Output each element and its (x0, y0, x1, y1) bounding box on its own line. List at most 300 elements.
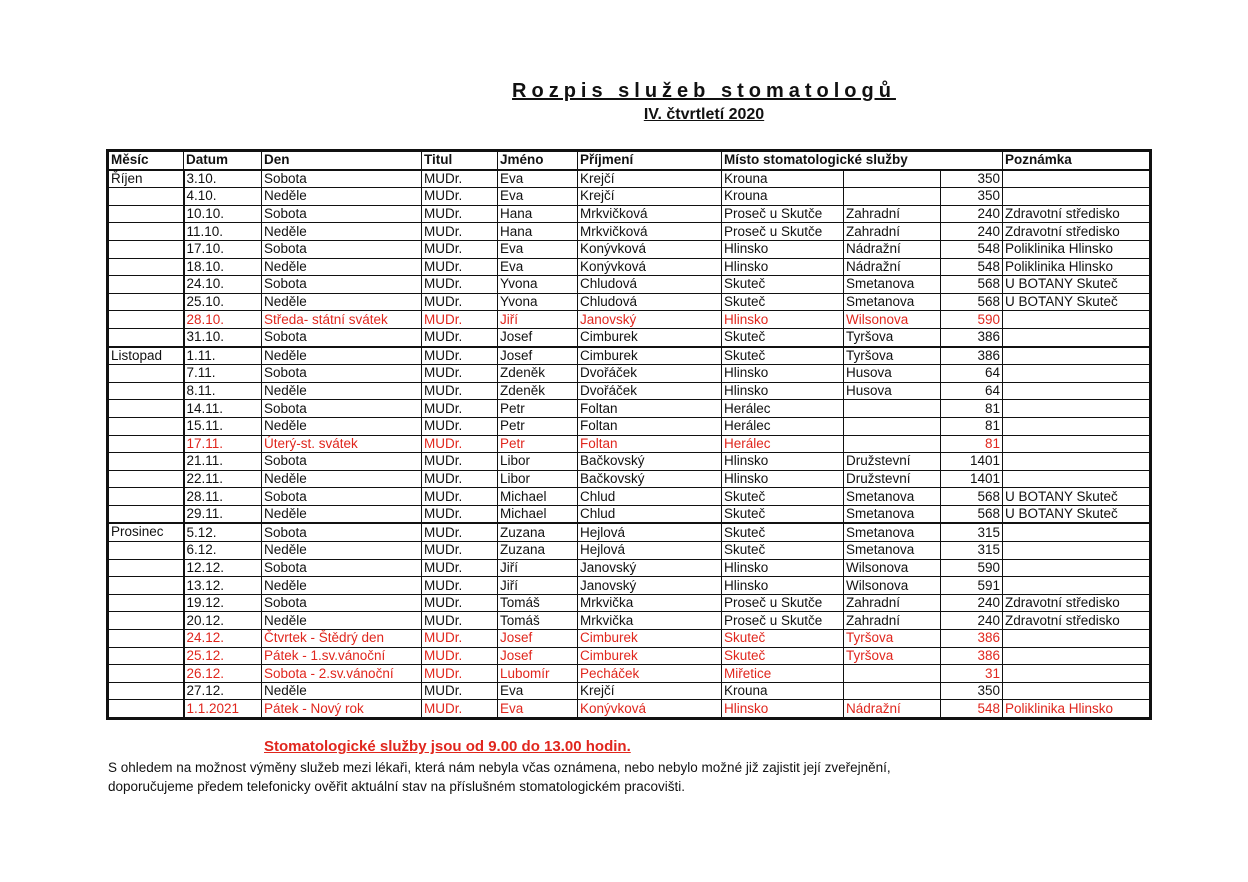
table-row (108, 542, 1151, 560)
month-cell (108, 594, 184, 612)
title-cell: MUDr. (422, 559, 498, 577)
street-cell: Smetanova (844, 505, 941, 523)
note-cell (1003, 523, 1151, 541)
day-cell: Čtvrtek - Štědrý den (262, 630, 422, 648)
title-cell: MUDr. (422, 311, 498, 329)
day-cell: Neděle (262, 258, 422, 276)
date-cell: 12.12. (184, 559, 262, 577)
street-cell: Nádražní (844, 700, 941, 719)
disclaimer-line: doporučujeme předem telefonicky ověřit aktuální stav na příslušném stomatologickém pracovišti. (108, 779, 686, 794)
title-cell: MUDr. (422, 293, 498, 311)
firstname-cell: Josef (498, 630, 578, 648)
month-cell (108, 577, 184, 595)
place-cell: Skuteč (722, 488, 844, 506)
date-cell: 1.1.2021 (184, 700, 262, 719)
place-cell: Skuteč (722, 647, 844, 665)
note-cell (1003, 382, 1151, 400)
day-cell: Neděle (262, 223, 422, 241)
day-cell: Sobota (262, 488, 422, 506)
month-cell (108, 240, 184, 258)
firstname-cell: Tomáš (498, 594, 578, 612)
date-cell: 17.10. (184, 240, 262, 258)
surname-cell: Chlud (578, 505, 722, 523)
table-row (108, 258, 1151, 276)
table-row (108, 417, 1151, 435)
place-cell: Skuteč (722, 328, 844, 346)
surname-cell: Dvořáček (578, 382, 722, 400)
street-cell (844, 665, 941, 683)
firstname-cell: Zuzana (498, 523, 578, 541)
month-cell: Prosinec (108, 523, 184, 541)
table-row (108, 559, 1151, 577)
place-cell: Proseč u Skutče (722, 594, 844, 612)
note-cell (1003, 417, 1151, 435)
day-cell: Sobota (262, 594, 422, 612)
col-header-jmeno: Jméno (498, 151, 578, 170)
firstname-cell: Eva (498, 240, 578, 258)
place-cell: Krouna (722, 170, 844, 188)
number-cell: 64 (941, 365, 1003, 383)
title-cell: MUDr. (422, 382, 498, 400)
place-cell: Hlinsko (722, 365, 844, 383)
date-cell: 25.12. (184, 647, 262, 665)
day-cell: Sobota - 2.sv.vánoční (262, 665, 422, 683)
date-cell: 24.12. (184, 630, 262, 648)
month-cell (108, 382, 184, 400)
number-cell: 81 (941, 435, 1003, 453)
number-cell: 240 (941, 205, 1003, 223)
day-cell: Sobota (262, 205, 422, 223)
number-cell: 350 (941, 188, 1003, 206)
title-cell: MUDr. (422, 365, 498, 383)
note-cell: Zdravotní středisko (1003, 612, 1151, 630)
title-cell: MUDr. (422, 188, 498, 206)
surname-cell: Chludová (578, 276, 722, 294)
month-cell: Listopad (108, 347, 184, 365)
title-cell: MUDr. (422, 328, 498, 346)
month-cell (108, 505, 184, 523)
day-cell: Středa- státní svátek (262, 311, 422, 329)
surname-cell: Janovský (578, 559, 722, 577)
note-cell: Poliklinika Hlinsko (1003, 258, 1151, 276)
day-cell: Sobota (262, 328, 422, 346)
day-cell: Neděle (262, 382, 422, 400)
month-cell (108, 205, 184, 223)
title-cell: MUDr. (422, 223, 498, 241)
note-cell (1003, 559, 1151, 577)
street-cell (844, 435, 941, 453)
month-cell (108, 470, 184, 488)
table-row (108, 365, 1151, 383)
surname-cell: Konývková (578, 258, 722, 276)
street-cell (844, 682, 941, 700)
place-cell: Hlinsko (722, 559, 844, 577)
street-cell: Husova (844, 382, 941, 400)
note-cell: U BOTANY Skuteč (1003, 488, 1151, 506)
day-cell: Pátek - 1.sv.vánoční (262, 647, 422, 665)
month-cell (108, 293, 184, 311)
street-cell: Zahradní (844, 612, 941, 630)
day-cell: Sobota (262, 400, 422, 418)
date-cell: 11.10. (184, 223, 262, 241)
number-cell: 386 (941, 630, 1003, 648)
firstname-cell: Jiří (498, 577, 578, 595)
place-cell: Herálec (722, 400, 844, 418)
table-row (108, 665, 1151, 683)
number-cell: 568 (941, 293, 1003, 311)
table-row (108, 523, 1151, 541)
month-cell (108, 417, 184, 435)
note-cell (1003, 188, 1151, 206)
date-cell: 10.10. (184, 205, 262, 223)
table-row (108, 577, 1151, 595)
col-header-poznamka: Poznámka (1003, 151, 1151, 170)
title-cell: MUDr. (422, 417, 498, 435)
number-cell: 548 (941, 700, 1003, 719)
street-cell: Husova (844, 365, 941, 383)
day-cell: Sobota (262, 365, 422, 383)
street-cell (844, 170, 941, 188)
month-cell (108, 542, 184, 560)
place-cell: Proseč u Skutče (722, 612, 844, 630)
note-cell (1003, 311, 1151, 329)
table-row (108, 188, 1151, 206)
firstname-cell: Josef (498, 347, 578, 365)
title-cell: MUDr. (422, 523, 498, 541)
place-cell: Skuteč (722, 542, 844, 560)
day-cell: Sobota (262, 170, 422, 188)
day-cell: Sobota (262, 523, 422, 541)
number-cell: 590 (941, 559, 1003, 577)
table-row (108, 328, 1151, 346)
date-cell: 6.12. (184, 542, 262, 560)
surname-cell: Chludová (578, 293, 722, 311)
date-cell: 24.10. (184, 276, 262, 294)
firstname-cell: Josef (498, 647, 578, 665)
month-cell (108, 188, 184, 206)
month-cell (108, 258, 184, 276)
col-header-datum: Datum (184, 151, 262, 170)
note-cell (1003, 400, 1151, 418)
place-cell: Skuteč (722, 276, 844, 294)
surname-cell: Cimburek (578, 630, 722, 648)
title-cell: MUDr. (422, 682, 498, 700)
firstname-cell: Hana (498, 223, 578, 241)
street-cell (844, 417, 941, 435)
note-cell (1003, 630, 1151, 648)
street-cell: Wilsonova (844, 559, 941, 577)
month-cell (108, 559, 184, 577)
place-cell: Hlinsko (722, 240, 844, 258)
month-cell (108, 311, 184, 329)
street-cell: Wilsonova (844, 311, 941, 329)
day-cell: Neděle (262, 542, 422, 560)
date-cell: 1.11. (184, 347, 262, 365)
surname-cell: Krejčí (578, 170, 722, 188)
date-cell: 19.12. (184, 594, 262, 612)
place-cell: Krouna (722, 682, 844, 700)
title-cell: MUDr. (422, 647, 498, 665)
table-row (108, 594, 1151, 612)
note-cell: Zdravotní středisko (1003, 205, 1151, 223)
place-cell: Hlinsko (722, 453, 844, 471)
date-cell: 29.11. (184, 505, 262, 523)
place-cell: Skuteč (722, 293, 844, 311)
number-cell: 350 (941, 682, 1003, 700)
month-cell (108, 453, 184, 471)
date-cell: 22.11. (184, 470, 262, 488)
number-cell: 386 (941, 328, 1003, 346)
title-cell: MUDr. (422, 612, 498, 630)
table-row (108, 470, 1151, 488)
place-cell: Krouna (722, 188, 844, 206)
surname-cell: Bačkovský (578, 470, 722, 488)
number-cell: 590 (941, 311, 1003, 329)
surname-cell: Foltan (578, 400, 722, 418)
firstname-cell: Zdeněk (498, 382, 578, 400)
date-cell: 4.10. (184, 188, 262, 206)
day-cell: Sobota (262, 559, 422, 577)
table-row (108, 400, 1151, 418)
firstname-cell: Tomáš (498, 612, 578, 630)
street-cell: Tyršova (844, 647, 941, 665)
title-cell: MUDr. (422, 170, 498, 188)
firstname-cell: Libor (498, 470, 578, 488)
street-cell: Tyršova (844, 630, 941, 648)
day-cell: Neděle (262, 682, 422, 700)
title-cell: MUDr. (422, 400, 498, 418)
firstname-cell: Eva (498, 188, 578, 206)
day-cell: Neděle (262, 293, 422, 311)
surname-cell: Cimburek (578, 347, 722, 365)
table-row (108, 170, 1151, 188)
date-cell: 13.12. (184, 577, 262, 595)
number-cell: 315 (941, 542, 1003, 560)
number-cell: 568 (941, 276, 1003, 294)
title-cell: MUDr. (422, 665, 498, 683)
title-cell: MUDr. (422, 700, 498, 719)
hours-note: Stomatologické služby jsou od 9.00 do 13.00 hodin. (264, 738, 631, 755)
table-row (108, 382, 1151, 400)
col-header-misto: Místo stomatologické služby (722, 151, 1003, 170)
table-row (108, 453, 1151, 471)
firstname-cell: Yvona (498, 293, 578, 311)
note-cell: Zdravotní středisko (1003, 594, 1151, 612)
month-cell (108, 630, 184, 648)
number-cell: 240 (941, 612, 1003, 630)
firstname-cell: Michael (498, 488, 578, 506)
firstname-cell: Eva (498, 170, 578, 188)
title-cell: MUDr. (422, 577, 498, 595)
table-row (108, 630, 1151, 648)
day-cell: Neděle (262, 505, 422, 523)
month-cell (108, 365, 184, 383)
street-cell: Nádražní (844, 258, 941, 276)
note-cell: Poliklinika Hlinsko (1003, 700, 1151, 719)
title-cell: MUDr. (422, 347, 498, 365)
month-cell: Říjen (108, 170, 184, 188)
title-cell: MUDr. (422, 542, 498, 560)
street-cell: Zahradní (844, 205, 941, 223)
date-cell: 18.10. (184, 258, 262, 276)
note-cell (1003, 453, 1151, 471)
surname-cell: Cimburek (578, 647, 722, 665)
title-cell: MUDr. (422, 630, 498, 648)
month-cell (108, 223, 184, 241)
col-header-mesic: Měsíc (108, 151, 184, 170)
date-cell: 3.10. (184, 170, 262, 188)
note-cell: U BOTANY Skuteč (1003, 505, 1151, 523)
date-cell: 7.11. (184, 365, 262, 383)
note-cell (1003, 665, 1151, 683)
date-cell: 25.10. (184, 293, 262, 311)
month-cell (108, 682, 184, 700)
firstname-cell: Hana (498, 205, 578, 223)
table-row (108, 293, 1151, 311)
surname-cell: Bačkovský (578, 453, 722, 471)
surname-cell: Hejlová (578, 542, 722, 560)
note-cell: Poliklinika Hlinsko (1003, 240, 1151, 258)
place-cell: Skuteč (722, 523, 844, 541)
number-cell: 81 (941, 400, 1003, 418)
surname-cell: Hejlová (578, 523, 722, 541)
number-cell: 568 (941, 488, 1003, 506)
day-cell: Sobota (262, 453, 422, 471)
col-header-den: Den (262, 151, 422, 170)
date-cell: 27.12. (184, 682, 262, 700)
table-row (108, 311, 1151, 329)
surname-cell: Janovský (578, 577, 722, 595)
street-cell: Smetanova (844, 293, 941, 311)
number-cell: 386 (941, 347, 1003, 365)
table-row (108, 240, 1151, 258)
date-cell: 15.11. (184, 417, 262, 435)
table-row (108, 612, 1151, 630)
page-title: Rozpis služeb stomatologů (512, 80, 896, 102)
place-cell: Skuteč (722, 347, 844, 365)
number-cell: 240 (941, 594, 1003, 612)
title-cell: MUDr. (422, 240, 498, 258)
street-cell: Družstevní (844, 470, 941, 488)
number-cell: 548 (941, 240, 1003, 258)
date-cell: 28.10. (184, 311, 262, 329)
title-cell: MUDr. (422, 276, 498, 294)
place-cell: Hlinsko (722, 382, 844, 400)
surname-cell: Mrkvička (578, 594, 722, 612)
title-cell: MUDr. (422, 258, 498, 276)
firstname-cell: Michael (498, 505, 578, 523)
surname-cell: Foltan (578, 435, 722, 453)
firstname-cell: Petr (498, 417, 578, 435)
note-cell (1003, 647, 1151, 665)
street-cell: Nádražní (844, 240, 941, 258)
firstname-cell: Yvona (498, 276, 578, 294)
month-cell (108, 435, 184, 453)
firstname-cell: Jiří (498, 311, 578, 329)
place-cell: Hlinsko (722, 577, 844, 595)
surname-cell: Konývková (578, 700, 722, 719)
day-cell: Neděle (262, 417, 422, 435)
title-cell: MUDr. (422, 435, 498, 453)
firstname-cell: Eva (498, 258, 578, 276)
date-cell: 5.12. (184, 523, 262, 541)
firstname-cell: Jiří (498, 559, 578, 577)
place-cell: Hlinsko (722, 311, 844, 329)
note-cell: U BOTANY Skuteč (1003, 293, 1151, 311)
number-cell: 81 (941, 417, 1003, 435)
date-cell: 14.11. (184, 400, 262, 418)
number-cell: 568 (941, 505, 1003, 523)
month-cell (108, 612, 184, 630)
disclaimer-note (108, 758, 891, 796)
surname-cell: Cimburek (578, 328, 722, 346)
date-cell: 26.12. (184, 665, 262, 683)
title-cell: MUDr. (422, 505, 498, 523)
street-cell: Tyršova (844, 328, 941, 346)
month-cell (108, 647, 184, 665)
surname-cell: Mrkvička (578, 612, 722, 630)
surname-cell: Chlud (578, 488, 722, 506)
note-cell (1003, 328, 1151, 346)
month-cell (108, 400, 184, 418)
month-cell (108, 328, 184, 346)
day-cell: Sobota (262, 240, 422, 258)
street-cell: Smetanova (844, 542, 941, 560)
title-cell: MUDr. (422, 594, 498, 612)
table-row (108, 435, 1151, 453)
date-cell: 8.11. (184, 382, 262, 400)
day-cell: Sobota (262, 276, 422, 294)
note-cell (1003, 170, 1151, 188)
street-cell: Zahradní (844, 594, 941, 612)
number-cell: 386 (941, 647, 1003, 665)
note-cell (1003, 470, 1151, 488)
title-cell: MUDr. (422, 488, 498, 506)
place-cell: Hlinsko (722, 470, 844, 488)
day-cell: Neděle (262, 577, 422, 595)
number-cell: 240 (941, 223, 1003, 241)
street-cell: Zahradní (844, 223, 941, 241)
number-cell: 1401 (941, 453, 1003, 471)
date-cell: 17.11. (184, 435, 262, 453)
table-row (108, 276, 1151, 294)
table-row (108, 347, 1151, 365)
surname-cell: Konývková (578, 240, 722, 258)
surname-cell: Dvořáček (578, 365, 722, 383)
day-cell: Úterý-st. svátek (262, 435, 422, 453)
street-cell: Smetanova (844, 488, 941, 506)
number-cell: 1401 (941, 470, 1003, 488)
firstname-cell: Lubomír (498, 665, 578, 683)
number-cell: 64 (941, 382, 1003, 400)
title-cell: MUDr. (422, 205, 498, 223)
note-cell (1003, 365, 1151, 383)
month-cell (108, 700, 184, 719)
date-cell: 31.10. (184, 328, 262, 346)
firstname-cell: Zdeněk (498, 365, 578, 383)
table-row (108, 505, 1151, 523)
street-cell: Wilsonova (844, 577, 941, 595)
number-cell: 591 (941, 577, 1003, 595)
surname-cell: Krejčí (578, 682, 722, 700)
title-cell: MUDr. (422, 453, 498, 471)
note-cell (1003, 542, 1151, 560)
schedule-table (106, 149, 1152, 720)
day-cell: Neděle (262, 612, 422, 630)
number-cell: 31 (941, 665, 1003, 683)
table-row (108, 682, 1151, 700)
table-header-row (108, 151, 1151, 170)
